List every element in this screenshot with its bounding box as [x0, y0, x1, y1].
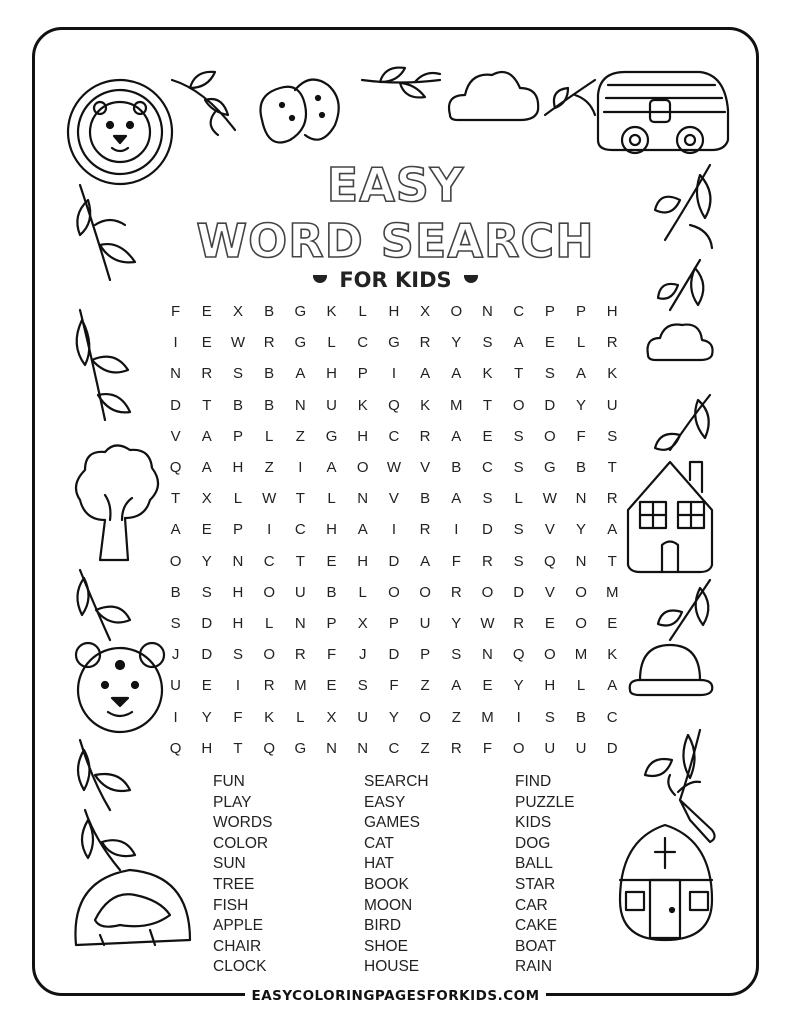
word-item: SHOE	[364, 937, 408, 955]
grid-letter: H	[326, 521, 337, 539]
word-item: CAT	[364, 834, 394, 852]
grid-letter: N	[575, 490, 587, 508]
grid-letter: U	[575, 739, 587, 757]
grid-letter: N	[357, 739, 369, 757]
grid-letter: L	[264, 614, 274, 632]
word-item: DOG	[515, 834, 551, 852]
grid-letter: A	[451, 365, 462, 383]
word-item: HOUSE	[364, 958, 420, 976]
word-item: WORDS	[213, 814, 273, 832]
grid-letter: O	[356, 459, 369, 477]
grid-letter: B	[451, 459, 462, 477]
word-item: KIDS	[515, 814, 552, 832]
grid-letter: A	[295, 365, 306, 383]
word-item: SEARCH	[364, 773, 429, 790]
grid-letter: A	[576, 365, 587, 383]
grid-letter: O	[419, 708, 431, 726]
grid-letter: A	[420, 552, 431, 570]
cloud-icon	[449, 72, 538, 120]
grid-letter: E	[482, 677, 493, 695]
grid-letter: H	[357, 427, 369, 445]
word-item: BALL	[515, 855, 553, 873]
grid-letter: H	[388, 303, 400, 321]
grid-letter: G	[294, 303, 307, 321]
word-item: FIND	[515, 773, 552, 790]
word-item: BOOK	[364, 875, 409, 893]
grid-letter: R	[450, 583, 462, 601]
grid-letter: S	[544, 708, 555, 726]
word-item: CAR	[515, 896, 548, 914]
grid-letter: T	[171, 490, 181, 508]
grid-letter: Z	[420, 677, 430, 695]
word-item: CHAIR	[213, 937, 262, 955]
word-item: MOON	[364, 896, 413, 914]
grid-letter: E	[201, 303, 212, 321]
grid-letter: F	[451, 552, 461, 570]
grid-letter: D	[388, 646, 400, 664]
grid-letter: Y	[201, 552, 212, 570]
grid-letter: W	[480, 614, 495, 632]
grid-letter: B	[170, 583, 181, 601]
grid-letter: Q	[512, 646, 525, 664]
grid-letter: T	[295, 552, 305, 570]
grid-letter: C	[388, 427, 400, 445]
grid-letter: V	[544, 583, 555, 601]
grid-letter: W	[386, 459, 401, 477]
subtitle-text: FOR KIDS	[339, 268, 452, 292]
grid-letter: L	[358, 583, 367, 601]
word-item: PLAY	[213, 793, 252, 811]
potato-icon	[260, 80, 338, 143]
grid-letter: U	[544, 739, 556, 757]
bear-icon	[76, 643, 164, 732]
grid-letter: Y	[451, 614, 462, 632]
grid-letter: L	[576, 677, 586, 695]
grid-letter: B	[232, 396, 243, 414]
leaf-icon	[655, 395, 710, 450]
word-list-column-2	[364, 772, 429, 978]
grid-letter: X	[201, 490, 212, 508]
grid-letter: G	[294, 739, 307, 757]
grid-letter: E	[326, 677, 337, 695]
grid-letter: A	[201, 427, 212, 445]
grid-letter: N	[232, 552, 244, 570]
grid-letter: P	[388, 614, 399, 632]
grid-letter: B	[264, 365, 275, 383]
grid-letter: W	[230, 334, 246, 352]
grid-letter: U	[419, 614, 431, 632]
word-item: CAKE	[515, 917, 558, 935]
grid-letter: D	[544, 396, 556, 414]
tree-icon	[76, 445, 158, 560]
title-line-1: EASY	[326, 158, 465, 212]
grid-letter: I	[516, 708, 521, 726]
grid-letter: I	[235, 677, 241, 695]
grid-letter: C	[513, 303, 525, 321]
grid-letter: U	[606, 396, 618, 414]
grid-letter: K	[607, 646, 618, 664]
word-item: PUZZLE	[515, 793, 575, 811]
grid-letter: Y	[513, 677, 524, 695]
leaf-icon	[77, 570, 130, 640]
grid-letter: S	[201, 583, 212, 601]
car-icon	[598, 72, 728, 153]
title-line-2: WORD SEARCH	[196, 214, 595, 268]
grid-letter: A	[357, 521, 368, 539]
grid-letter: O	[263, 583, 275, 601]
grid-letter: W	[262, 490, 277, 508]
grid-letter: Z	[295, 427, 305, 445]
grid-letter: B	[326, 583, 337, 601]
grid-letter: K	[357, 396, 368, 414]
grid-letter: I	[173, 334, 178, 352]
grid-letter: Y	[451, 334, 462, 352]
grid-letter: L	[264, 427, 274, 445]
grid-letter: E	[607, 614, 618, 632]
leaf-icon	[82, 810, 135, 870]
grid-letter: O	[544, 427, 556, 445]
grid-letter: X	[232, 303, 243, 321]
grid-letter: D	[201, 646, 213, 664]
grid-letter: A	[607, 521, 618, 539]
subtitle-left-dash	[313, 275, 327, 283]
grid-letter: U	[294, 583, 306, 601]
grid-letter: N	[326, 739, 337, 757]
grid-letter: P	[544, 303, 555, 321]
grid-letter: C	[482, 459, 493, 477]
grid-letter: S	[451, 646, 462, 664]
grid-letter: E	[544, 614, 555, 632]
grid-letter: U	[170, 677, 182, 695]
word-item: FISH	[213, 896, 249, 914]
grid-letter: W	[542, 490, 557, 508]
grid-letter: Q	[169, 459, 182, 477]
grid-letter: J	[171, 646, 180, 664]
grid-letter: R	[606, 334, 618, 352]
grid-letter: T	[607, 552, 617, 570]
grid-letter: E	[201, 677, 212, 695]
grid-letter: Q	[263, 739, 275, 757]
word-item: TREE	[213, 875, 255, 893]
grid-letter: O	[575, 614, 587, 632]
grid-letter: S	[513, 552, 524, 570]
grid-letter: M	[605, 583, 619, 601]
word-item: COLOR	[213, 834, 269, 852]
grid-letter: I	[391, 365, 396, 383]
grid-letter: O	[450, 303, 463, 321]
grid-letter: C	[388, 739, 400, 757]
carrot-icon	[668, 775, 714, 842]
grid-letter: N	[294, 614, 306, 632]
grid-letter: Y	[201, 708, 212, 726]
hat-icon	[630, 645, 713, 695]
grid-letter: F	[233, 708, 243, 726]
grid-letter: D	[606, 739, 618, 757]
grid-letter: V	[170, 427, 181, 445]
grid-letter: C	[263, 552, 275, 570]
grid-letter: T	[482, 396, 493, 414]
grid-letter: E	[201, 521, 212, 539]
grid-letter: H	[544, 677, 556, 695]
grid-letter: R	[450, 739, 462, 757]
grid-letter: F	[326, 646, 337, 664]
grid-letter: K	[607, 365, 618, 383]
grid-letter: N	[357, 490, 369, 508]
grid-letter: L	[358, 303, 367, 321]
grid-letter: H	[232, 583, 244, 601]
word-item: FUN	[213, 773, 245, 790]
grid-letter: I	[173, 708, 178, 726]
leaf-icon	[77, 310, 130, 420]
grid-letter: I	[391, 521, 396, 539]
grid-letter: S	[607, 427, 618, 445]
grid-letter: H	[232, 459, 244, 477]
grid-letter: Y	[576, 396, 587, 414]
subtitle-right-dash	[464, 275, 478, 283]
grid-letter: I	[298, 459, 303, 477]
grid-letter: Z	[264, 459, 274, 477]
grid-letter: H	[606, 303, 618, 321]
grid-letter: A	[201, 459, 212, 477]
grid-letter: F	[389, 677, 399, 695]
grid-letter: F	[171, 303, 181, 321]
grid-letter: N	[482, 646, 493, 664]
grid-letter: G	[294, 334, 307, 352]
grid-letter: O	[512, 739, 525, 757]
grid-letter: H	[201, 739, 213, 757]
grid-letter: V	[420, 459, 431, 477]
grid-letter: B	[420, 490, 431, 508]
grid-letter: R	[263, 677, 275, 695]
grid-letter: R	[201, 365, 213, 383]
word-item: GAMES	[364, 814, 420, 832]
grid-letter: O	[388, 583, 400, 601]
grid-letter: P	[357, 365, 368, 383]
grid-letter: T	[514, 365, 524, 383]
grid-letter: D	[513, 583, 525, 601]
fox-icon	[75, 870, 190, 945]
word-item: BIRD	[364, 917, 402, 935]
grid-letter: S	[170, 614, 181, 632]
grid-letter: A	[170, 521, 181, 539]
grid-letter: C	[606, 708, 618, 726]
grid-letter: A	[420, 365, 431, 383]
grid-letter: A	[451, 490, 462, 508]
grid-letter: E	[482, 427, 493, 445]
grid-letter: K	[482, 365, 493, 383]
grid-letter: D	[201, 614, 213, 632]
grid-letter: E	[326, 552, 337, 570]
grid-letter: N	[294, 396, 306, 414]
word-list-column-1	[213, 772, 272, 978]
grid-letter: S	[357, 677, 368, 695]
grid-letter: K	[326, 303, 337, 321]
grid-letter: R	[294, 646, 306, 664]
grid-letter: X	[420, 303, 431, 321]
grid-letter: Y	[576, 521, 587, 539]
grid-letter: T	[607, 459, 617, 477]
grid-letter: S	[482, 490, 493, 508]
leaf-icon	[362, 68, 440, 98]
grid-letter: F	[482, 739, 493, 757]
word-item: RAIN	[515, 958, 553, 976]
grid-letter: G	[388, 334, 400, 352]
leaf-icon	[78, 740, 130, 810]
grid-letter: B	[264, 303, 275, 321]
grid-letter: M	[294, 677, 307, 695]
grid-letter: I	[454, 521, 459, 539]
grid-letter: X	[357, 614, 368, 632]
grid-letter: V	[388, 490, 399, 508]
leaf-icon	[545, 80, 595, 115]
grid-letter: O	[263, 646, 275, 664]
word-item: STAR	[515, 875, 556, 893]
leaf-icon	[658, 580, 710, 640]
footer-url: EASYCOLORINGPAGESFORKIDS.COM	[245, 988, 545, 1004]
grid-letter: P	[326, 614, 337, 632]
grid-letter: Y	[388, 708, 399, 726]
grid-letter: A	[513, 334, 524, 352]
grid-letter: L	[576, 334, 586, 352]
word-list-column-3	[515, 772, 574, 978]
grid-letter: M	[481, 708, 494, 726]
word-item: EASY	[364, 793, 406, 811]
grid-letter: N	[482, 303, 493, 321]
grid-letter: S	[482, 334, 493, 352]
grid-letter: P	[420, 646, 431, 664]
grid-letter: D	[482, 521, 493, 539]
word-item: BOAT	[515, 937, 557, 955]
grid-letter: O	[419, 583, 431, 601]
grid-letter: R	[419, 334, 431, 352]
grid-letter: S	[232, 646, 243, 664]
grid-letter: R	[482, 552, 493, 570]
grid-letter: B	[576, 459, 587, 477]
letter-grid	[160, 296, 628, 764]
grid-letter: S	[544, 365, 555, 383]
grid-letter: X	[326, 708, 337, 726]
grid-letter: S	[513, 521, 524, 539]
grid-letter: N	[575, 552, 587, 570]
word-item: SUN	[213, 855, 246, 873]
grid-letter: L	[296, 708, 305, 726]
grid-letter: R	[419, 521, 431, 539]
grid-letter: A	[451, 427, 462, 445]
word-item: CLOCK	[213, 958, 267, 976]
grid-letter: E	[544, 334, 555, 352]
grid-letter: O	[544, 646, 556, 664]
grid-letter: L	[327, 490, 336, 508]
grid-letter: M	[450, 396, 463, 414]
grid-letter: V	[544, 521, 555, 539]
grid-letter: U	[326, 396, 337, 414]
grid-letter: T	[233, 739, 243, 757]
grid-letter: R	[513, 614, 525, 632]
grid-letter: L	[514, 490, 523, 508]
grid-letter: K	[420, 396, 431, 414]
grid-letter: M	[574, 646, 588, 664]
grid-letter: N	[170, 365, 182, 383]
grid-letter: J	[358, 646, 367, 664]
grid-letter: A	[607, 677, 618, 695]
grid-letter: R	[606, 490, 618, 508]
grid-letter: C	[294, 521, 306, 539]
grid-letter: H	[326, 365, 337, 383]
grid-letter: P	[576, 303, 587, 321]
grid-letter: F	[576, 427, 586, 445]
hut-icon	[620, 825, 712, 940]
grid-letter: Q	[544, 552, 556, 570]
grid-letter: A	[326, 459, 337, 477]
grid-letter: R	[263, 334, 275, 352]
leaf-icon	[645, 730, 700, 800]
grid-letter: H	[232, 614, 244, 632]
grid-letter: S	[513, 427, 524, 445]
grid-letter: B	[576, 708, 587, 726]
grid-letter: U	[357, 708, 369, 726]
grid-letter: C	[357, 334, 369, 352]
grid-letter: Z	[451, 708, 461, 726]
grid-letter: O	[575, 583, 587, 601]
grid-letter: E	[201, 334, 212, 352]
grid-letter: R	[419, 427, 431, 445]
grid-letter: H	[357, 552, 369, 570]
subtitle	[0, 268, 791, 292]
grid-letter: P	[232, 427, 243, 445]
word-item: APPLE	[213, 917, 263, 935]
grid-letter: A	[451, 677, 462, 695]
grid-letter: I	[267, 521, 272, 539]
grid-letter: G	[325, 427, 338, 445]
footer	[0, 987, 791, 1005]
grid-letter: B	[264, 396, 275, 414]
grid-letter: D	[388, 552, 400, 570]
grid-letter: Q	[169, 739, 182, 757]
grid-letter: O	[481, 583, 494, 601]
grid-letter: L	[233, 490, 243, 508]
grid-letter: D	[170, 396, 182, 414]
grid-letter: T	[295, 490, 305, 508]
grid-letter: L	[327, 334, 336, 352]
grid-letter: P	[232, 521, 243, 539]
grid-letter: O	[169, 552, 182, 570]
grid-letter: Q	[388, 396, 400, 414]
grid-letter: S	[232, 365, 243, 383]
word-item: HAT	[364, 855, 394, 873]
leaf-icon	[172, 72, 235, 135]
grid-letter: S	[513, 459, 524, 477]
cloud-icon	[648, 325, 713, 360]
grid-letter: O	[512, 396, 525, 414]
grid-letter: G	[544, 459, 556, 477]
grid-letter: T	[202, 396, 212, 414]
grid-letter: Z	[420, 739, 430, 757]
grid-letter: K	[264, 708, 275, 726]
house-icon	[628, 462, 712, 572]
